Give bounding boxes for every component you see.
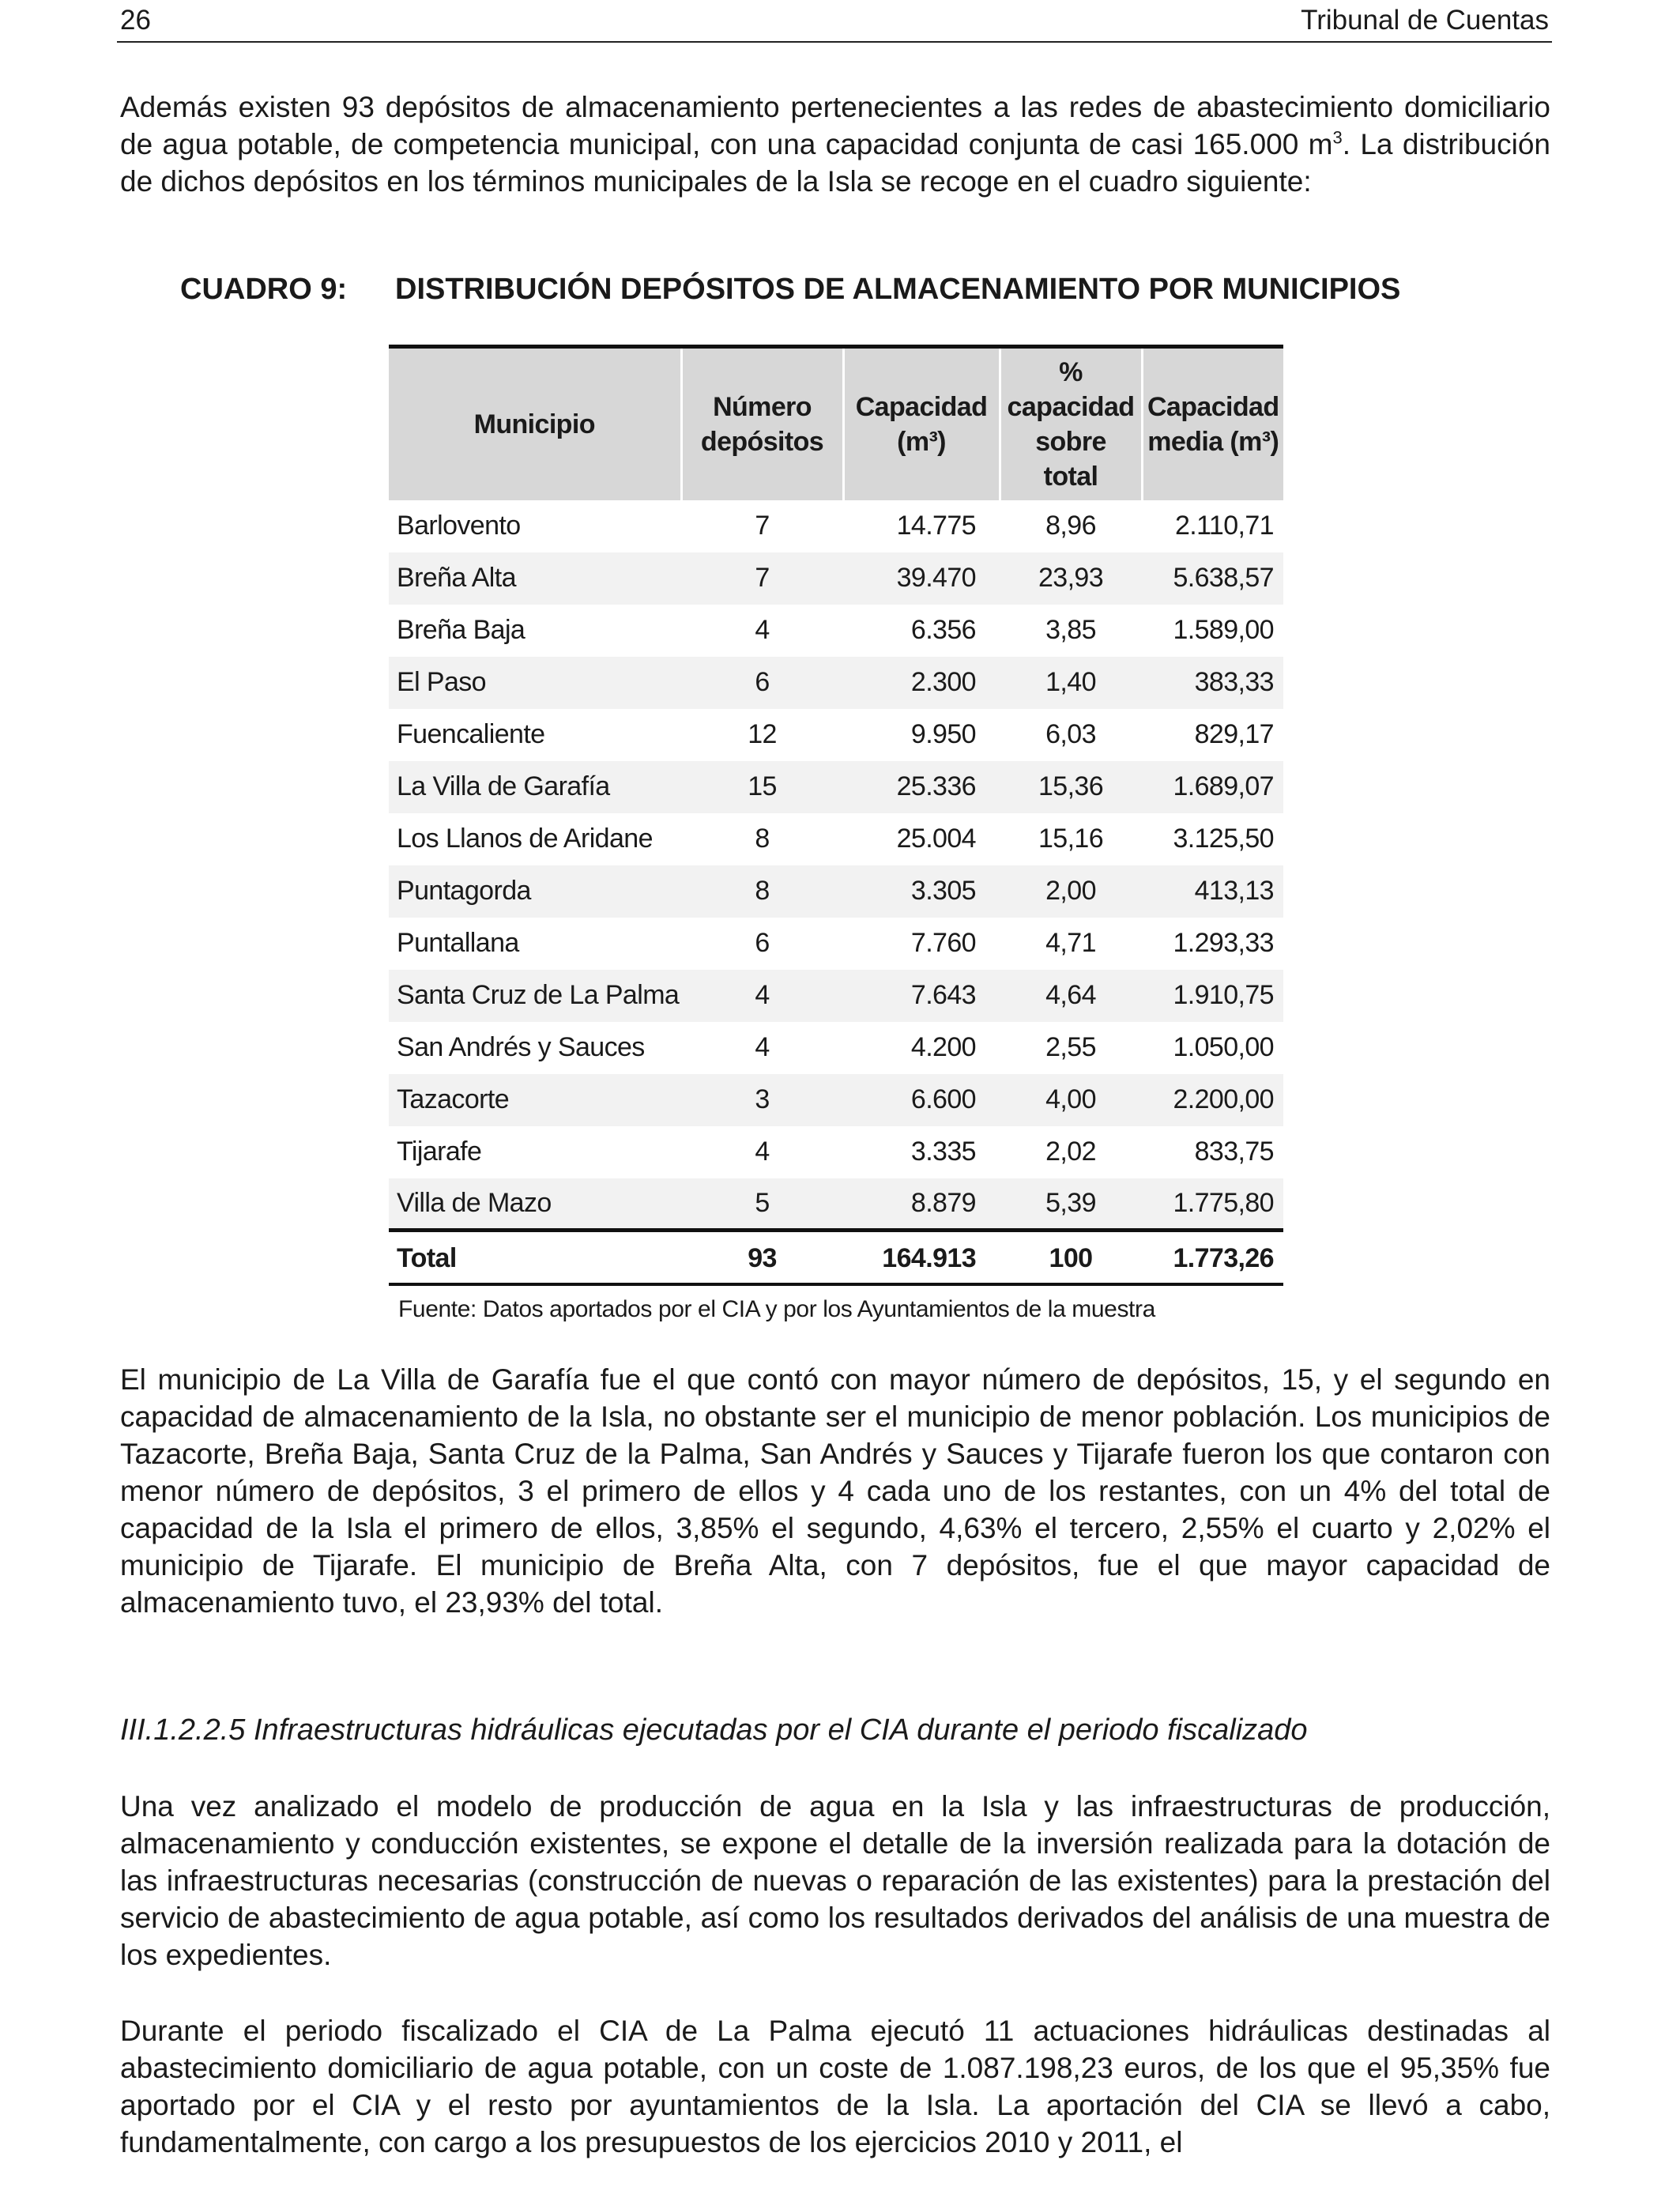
table-row: San Andrés y Sauces 4 4.200 2,55 1.050,00: [397, 1032, 1274, 1062]
intro-paragraph: [120, 89, 1550, 200]
running-title: Tribunal de Cuentas: [1301, 5, 1549, 36]
table-row: Tijarafe 4 3.335 2,02 833,75: [397, 1137, 1274, 1167]
table-row: El Paso 6 2.300 1,40 383,33: [389, 657, 1283, 709]
table-header-row: [389, 347, 1283, 500]
table-source-note: Fuente: Datos aportados por el CIA y por los Ayuntamientos de la muestra: [398, 1296, 1155, 1322]
analysis-paragraph: El municipio de La Villa de Garafía fue el que contó con mayor número de depósitos, 15, y el segundo en capacidad de almacenamiento de la Isla, no obstante ser el municipio de menor población. Los municipios de Tazacorte, Breña Baja, Santa Cruz de la Palma, San Andrés y Sauces y Tijarafe fueron los que contaron con menor número de depósitos, 3 el primero de ellos y 4 cada uno de los restantes, con un 4% del total de capacidad de la Isla el primero de ellos, 3,85% el segundo, 4,63% el tercero, 2,55% el cuarto y 2,02% el municipio de Tijarafe. El municipio de Breña Alta, con 7 depósitos, fue el que mayor capacidad de almacenamiento tuvo, el 23,93% del total.: [120, 1363, 1550, 1619]
header-numero: Número depósitos: [681, 347, 843, 500]
intro-text-a: Además existen 93 depósitos de almacenamiento pertenecientes a las redes de abastecimiento domiciliario de agua potable, de competencia municipal, con una capacidad conjunta de casi 165.000 m: [120, 91, 1550, 160]
table-title-text: DISTRIBUCIÓN DEPÓSITOS DE ALMACENAMIENTO POR MUNICIPIOS: [395, 273, 1401, 306]
table-row: Breña Alta 7 39.470 23,93 5.638,57: [389, 552, 1283, 605]
table-row: Puntallana 6 7.760 4,71 1.293,33: [397, 928, 1274, 958]
table-title: [180, 273, 1400, 307]
table-row: Santa Cruz de La Palma 4 7.643 4,64 1.910,75: [389, 970, 1283, 1022]
page-number: 26: [120, 5, 151, 36]
table-row: Fuencaliente 12 9.950 6,03 829,17: [397, 719, 1274, 749]
table-row: Tazacorte 3 6.600 4,00 2.200,00: [389, 1074, 1283, 1126]
section-paragraph-1: Una vez analizado el modelo de producción de agua en la Isla y las infraestructuras de producción, almacenamiento y conducción existentes, se expone el detalle de la inversión realizada para la dotación de las infraestructuras necesarias (construcción de nuevas o reparación de las existentes) para la prestación del servicio de abastecimiento de agua potable, así como los resultados derivados del análisis de una muestra de los expedientes.: [120, 1790, 1550, 1971]
deposits-table: [389, 345, 1283, 1286]
header-municipio: Municipio: [389, 347, 681, 500]
section-heading: III.1.2.2.5 Infraestructuras hidráulicas ejecutadas por el CIA durante el periodo fiscalizado: [120, 1713, 1308, 1747]
header-capacidad: Capacidad (m³): [843, 347, 1000, 500]
section-paragraph-2: Durante el periodo fiscalizado el CIA de La Palma ejecutó 11 actuaciones hidráulicas destinadas al abastecimiento domiciliario de agua potable, con un coste de 1.087.198,23 euros, de los que el 95,35% fue aportado por el CIA y el resto por ayuntamientos de la Isla. La aportación del CIA se llevó a cabo, fundamentalmente, con cargo a los presupuestos de los ejercicios 2010 y 2011, el: [120, 2015, 1550, 2158]
table-row: Villa de Mazo 5 8.879 5,39 1.775,80: [389, 1178, 1283, 1231]
intro-text-b: . La distribución de dichos depósitos en los términos municipales de la Isla se recoge en el cuadro siguiente:: [120, 128, 1550, 198]
header-porcentaje: % capacidad sobre total: [1000, 347, 1142, 500]
intro-superscript: 3: [1332, 127, 1343, 148]
table-row: Puntagorda 8 3.305 2,00 413,13: [389, 865, 1283, 918]
table-row: Barlovento 7 14.775 8,96 2.110,71: [397, 511, 1274, 541]
header-capacidad-media: Capacidad media (m³): [1142, 347, 1283, 500]
table-row: La Villa de Garafía 15 25.336 15,36 1.689,07: [389, 761, 1283, 813]
page-header: [117, 0, 1552, 43]
table-title-label: CUADRO 9:: [180, 273, 348, 306]
table-row: Los Llanos de Aridane 8 25.004 15,16 3.125,50: [397, 824, 1274, 854]
table-total-row: Total 93 164.913 100 1.773,26: [389, 1231, 1283, 1284]
table-row: Breña Baja 4 6.356 3,85 1.589,00: [397, 615, 1274, 645]
